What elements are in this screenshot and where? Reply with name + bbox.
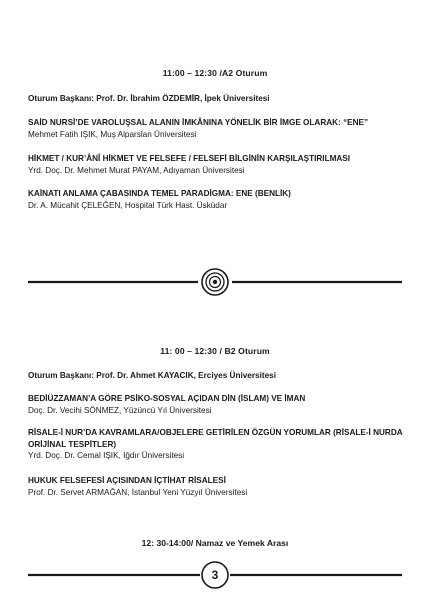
session-b-chair-block	[28, 370, 413, 382]
section-divider	[28, 267, 402, 297]
divider-ornament-icon	[28, 267, 402, 297]
paper-title: RİSALE-İ NUR’DA KAVRAMLARA/OBJELERE GETİRİLEN ÖZGÜN YORUMLAR (RİSALE-İ NURDA ORİJİNAL TESPİTLER)	[28, 428, 403, 449]
paper-title: HUKUK FELSEFESİ AÇISINDAN İÇTİHAT RİSALESİ	[28, 476, 226, 485]
session-b-chair: Oturum Başkanı: Prof. Dr. Ahmet KAYACIK, Erciyes Üniversitesi	[28, 371, 276, 380]
paper-title: BEDİÜZZAMAN’A GÖRE PSİKO-SOSYAL AÇIDAN DİN (İSLAM) VE İMAN	[28, 394, 306, 403]
session-b-paper-1	[28, 393, 413, 416]
page-footer	[28, 560, 402, 590]
paper-title: SAİD NURSİ’DE VAROLUŞSAL ALANIN İMKÂNINA YÖNELİK BİR İMGE OLARAK: “ENE”	[28, 118, 369, 127]
session-b-time: 11: 00 – 12:30 / B2 Oturum	[160, 346, 270, 356]
session-a-chair: Oturum Başkanı: Prof. Dr. İbrahim ÖZDEMİR, İpek Üniversitesi	[28, 94, 270, 103]
session-b-paper-2	[28, 427, 413, 462]
session-a-paper-3	[28, 188, 413, 211]
session-a-chair-block	[28, 93, 413, 105]
paper-author: Dr. A. Mücahit ÇELEĞEN, Hospital Türk Hast. Üsküdar	[28, 200, 228, 210]
paper-author: Doç. Dr. Vecihi SÖNMEZ, Yüzüncü Yıl Üniversitesi	[28, 405, 212, 415]
session-a-paper-2	[28, 153, 413, 176]
page-number: 3	[211, 568, 219, 582]
paper-title: HİKMET / KUR’ÂNÎ HİKMET VE FELSEFE / FELSEFİ BİLGİNİN KARŞILAŞTIRILMASI	[28, 154, 351, 163]
paper-author: Yrd. Doç. Dr. Mehmet Murat PAYAM, Adıyaman Üniversitesi	[28, 165, 245, 175]
session-a-paper-1	[28, 117, 413, 140]
paper-author: Yrd. Doç. Dr. Cemal IŞIK, Iğdır Üniversitesi	[28, 451, 185, 460]
session-b-paper-3	[28, 475, 413, 498]
paper-author: Mehmet Fatih IŞIK, Muş Alparslan Üniversitesi	[28, 129, 197, 139]
paper-author: Prof. Dr. Servet ARMAĞAN, İstanbul Yeni Yüzyıl Üniversitesi	[28, 487, 248, 497]
lunch-break: 12: 30-14:00/ Namaz ve Yemek Arası	[141, 538, 289, 548]
paper-title: KAİNATI ANLAMA ÇABASINDA TEMEL PARADİGMA: ENE (BENLİK)	[28, 189, 291, 198]
session-a-time: 11:00 – 12:30 /A2 Oturum	[162, 68, 268, 78]
